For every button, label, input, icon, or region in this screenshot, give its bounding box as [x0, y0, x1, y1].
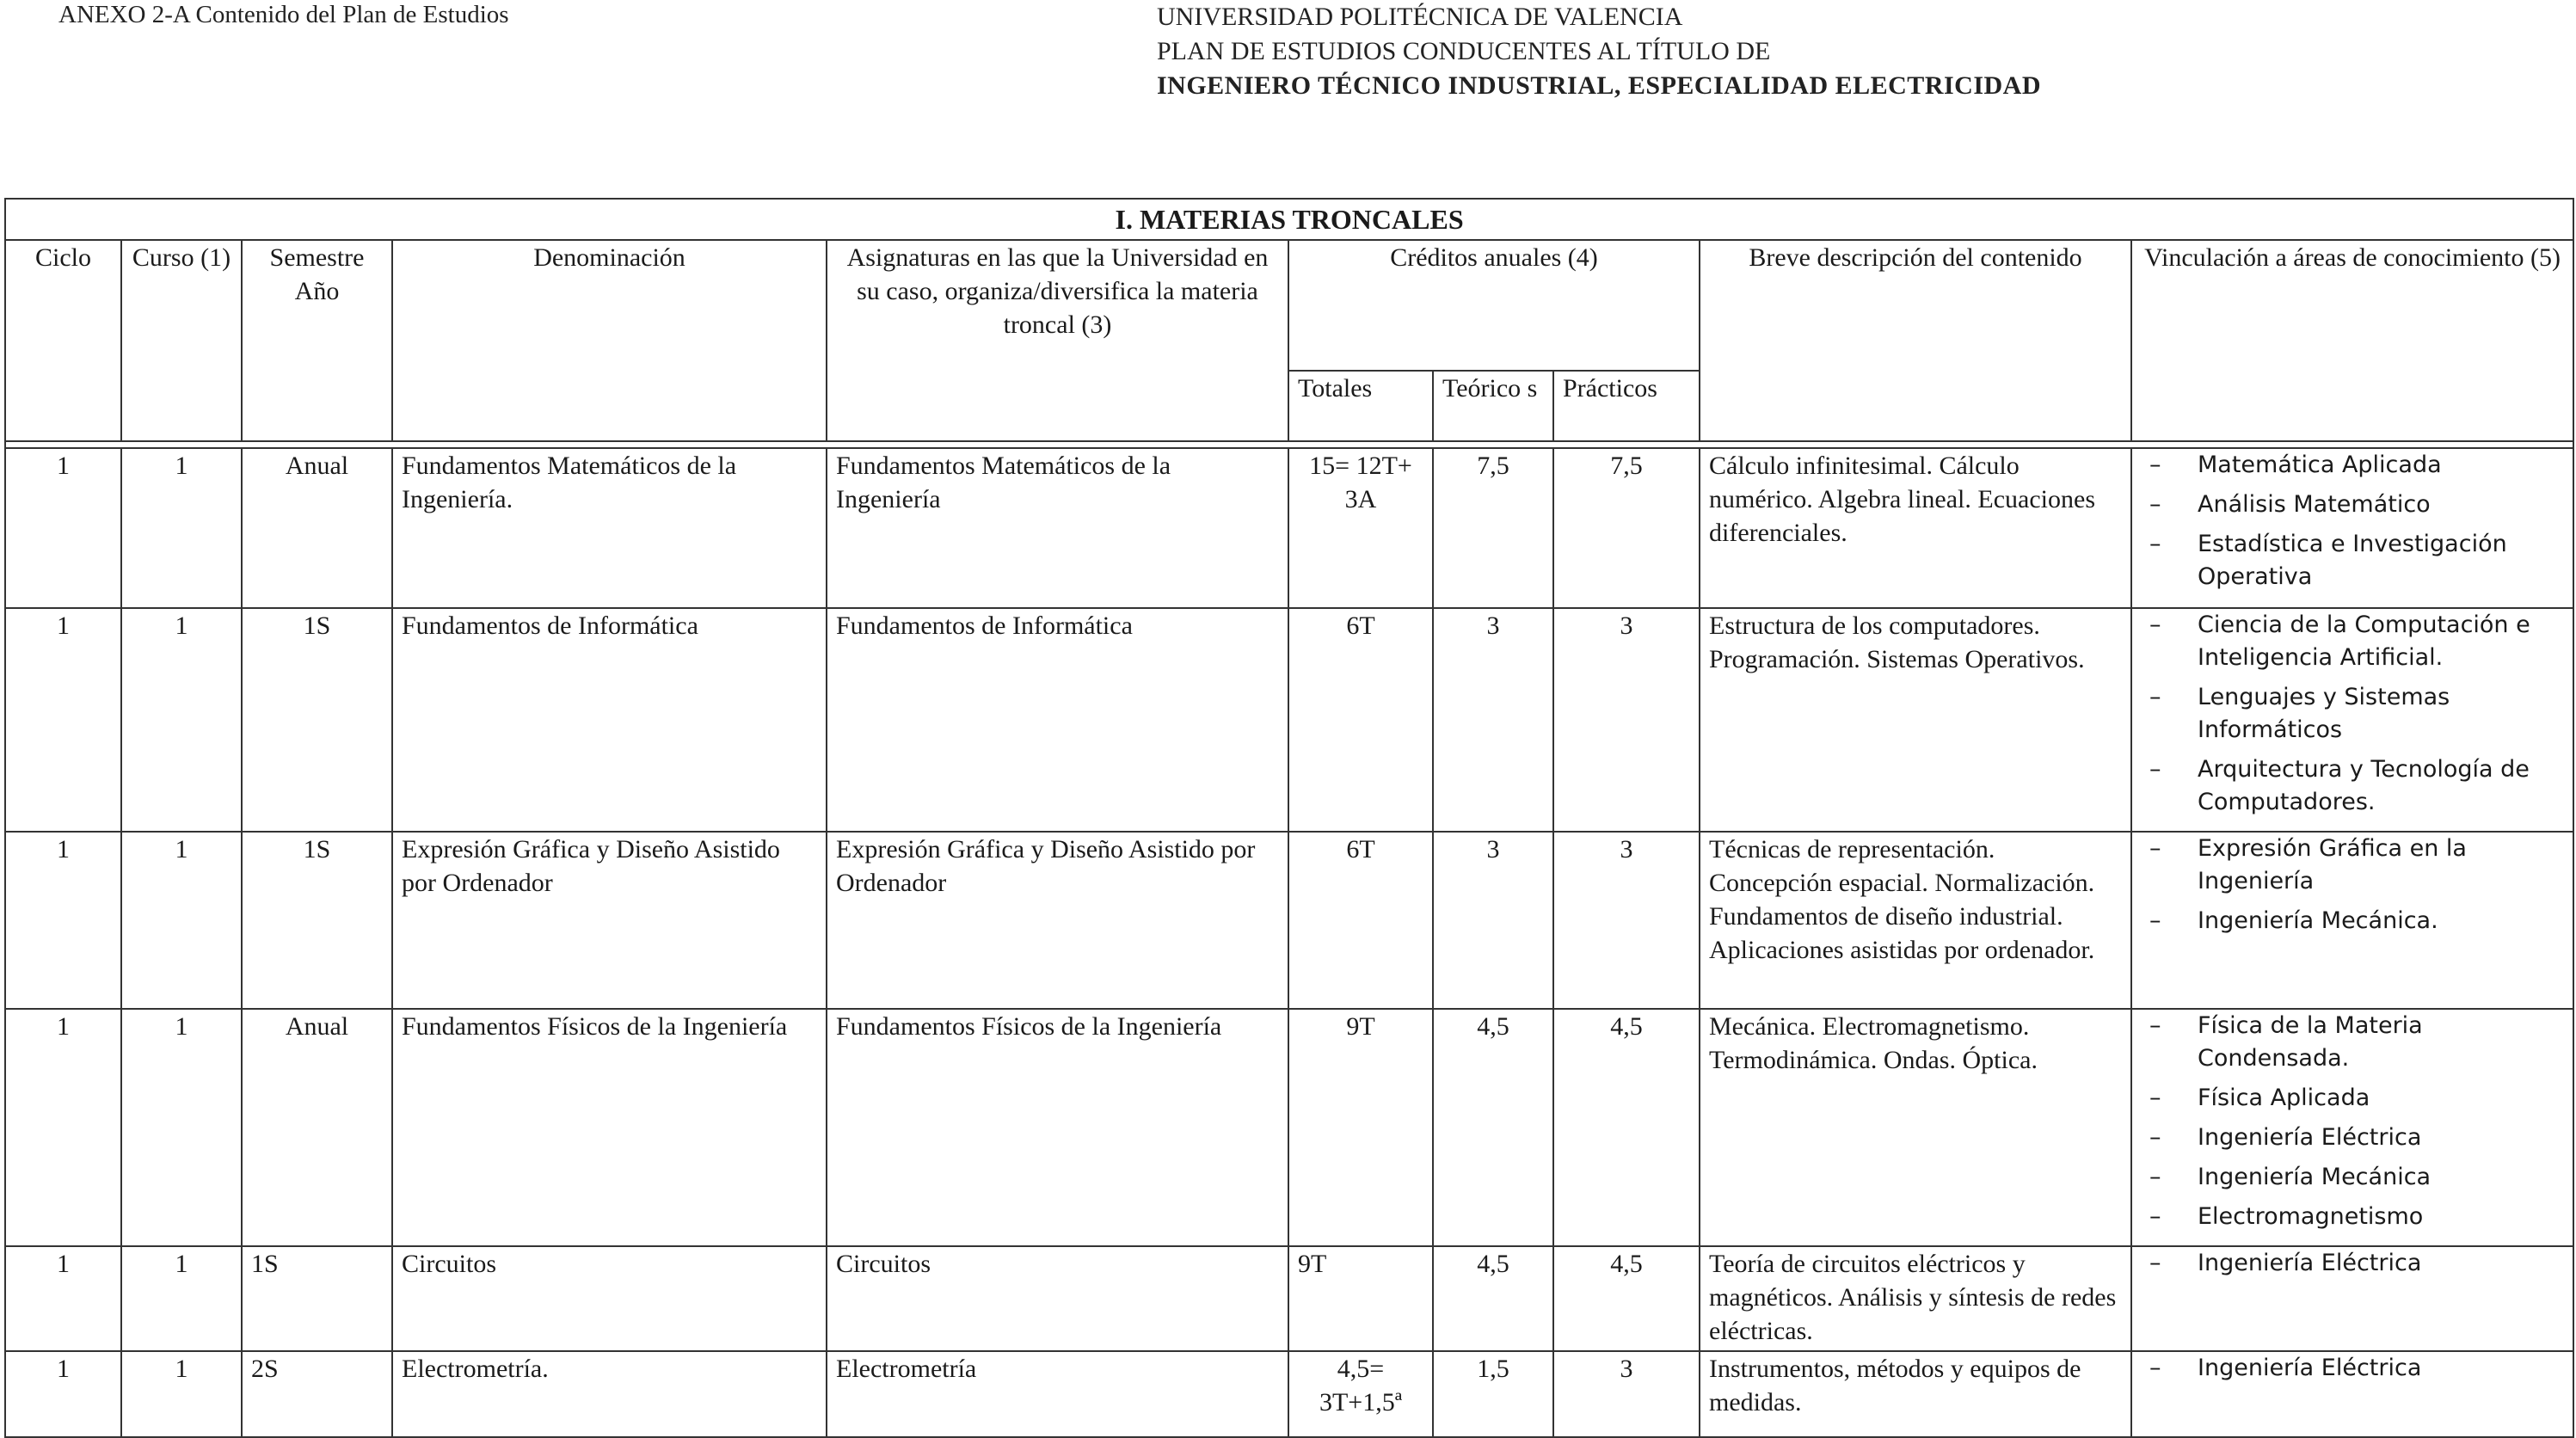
cell-descripcion: Técnicas de representación. Concepción espacial. Normalización. Fundamentos de diseño industrial. Aplicaciones asistidas por ordenador.: [1700, 832, 2131, 1009]
cell-ciclo: 1: [5, 832, 121, 1009]
cell-asignatura: Electrometría: [827, 1351, 1288, 1437]
cell-curso: 1: [121, 1009, 242, 1246]
col-vinculacion: Vinculación a áreas de conocimiento (5): [2131, 240, 2573, 441]
cell-ciclo: 1: [5, 608, 121, 832]
cell-areas: [2131, 608, 2573, 832]
cell-descripcion: Estructura de los computadores. Programación. Sistemas Operativos.: [1700, 608, 2131, 832]
cell-practicos: 3: [1553, 1351, 1700, 1437]
area-item: [2141, 833, 2564, 898]
area-item: [2141, 1161, 2564, 1194]
col-curso: Curso (1): [121, 240, 242, 441]
cell-descripcion: Teoría de circuitos eléctricos y magnéticos. Análisis y síntesis de redes eléctricas.: [1700, 1246, 2131, 1351]
areas-list: [2141, 833, 2564, 937]
document-heading: [1157, 0, 2041, 103]
area-label: Física de la Materia Condensada.: [2198, 1012, 2423, 1072]
table-body: [5, 448, 2573, 1437]
area-label: Ingeniería Eléctrica: [2198, 1355, 2422, 1381]
cell-areas: [2131, 1351, 2573, 1437]
col-semestre: Semestre Año: [242, 240, 392, 441]
cell-totales: 6T: [1288, 608, 1433, 832]
col-totales: Totales: [1288, 371, 1433, 441]
cell-descripcion: Mecánica. Electromagnetismo. Termodinámica. Ondas. Óptica.: [1700, 1009, 2131, 1246]
cell-curso: 1: [121, 1351, 242, 1437]
materias-troncales-table: [4, 198, 2574, 1438]
areas-list: [2141, 1010, 2564, 1233]
col-descripcion: Breve descripción del contenido: [1700, 240, 2131, 441]
table-row: [5, 608, 2573, 832]
list-dash-marker: –: [2149, 835, 2161, 862]
header-separator: [5, 441, 2573, 448]
cell-teoricos: 3: [1433, 832, 1553, 1009]
area-item: [2141, 528, 2564, 593]
cell-denominacion: Fundamentos de Informática: [392, 608, 827, 832]
cell-practicos: 3: [1553, 608, 1700, 832]
areas-list: [2141, 1247, 2564, 1280]
list-dash-marker: –: [2149, 1164, 2161, 1190]
area-item: [2141, 1082, 2564, 1115]
annex-title: ANEXO 2-A Contenido del Plan de Estudios: [58, 1, 509, 28]
list-dash-marker: –: [2149, 1355, 2161, 1381]
area-item: [2141, 681, 2564, 747]
list-dash-marker: –: [2149, 907, 2161, 934]
area-label: Ingeniería Mecánica.: [2198, 907, 2438, 934]
cell-descripcion: Instrumentos, métodos y equipos de medidas.: [1700, 1351, 2131, 1437]
list-dash-marker: –: [2149, 531, 2161, 557]
col-practicos: Prácticos: [1553, 371, 1700, 441]
cell-areas: [2131, 1246, 2573, 1351]
cell-teoricos: 3: [1433, 608, 1553, 832]
cell-ciclo: 1: [5, 448, 121, 608]
cell-practicos: 4,5: [1553, 1246, 1700, 1351]
area-item: [2141, 1122, 2564, 1154]
cell-ciclo: 1: [5, 1351, 121, 1437]
list-dash-marker: –: [2149, 452, 2161, 478]
cell-practicos: 4,5: [1553, 1009, 1700, 1246]
areas-list: [2141, 609, 2564, 819]
table-row: [5, 1009, 2573, 1246]
cell-curso: 1: [121, 608, 242, 832]
plan-title: PLAN DE ESTUDIOS CONDUCENTES AL TÍTULO DE: [1157, 37, 1771, 65]
table-row: [5, 1351, 2573, 1437]
cell-ciclo: 1: [5, 1246, 121, 1351]
area-item: [2141, 489, 2564, 521]
area-item: [2141, 1247, 2564, 1280]
col-teoricos: Teórico s: [1433, 371, 1553, 441]
list-dash-marker: –: [2149, 684, 2161, 710]
cell-teoricos: 1,5: [1433, 1351, 1553, 1437]
list-dash-marker: –: [2149, 1250, 2161, 1276]
list-dash-marker: –: [2149, 611, 2161, 638]
cell-teoricos: 7,5: [1433, 448, 1553, 608]
cell-teoricos: 4,5: [1433, 1246, 1553, 1351]
area-label: Física Aplicada: [2198, 1085, 2370, 1111]
area-label: Arquitectura y Tecnología de Computadores.: [2198, 756, 2530, 815]
cell-curso: 1: [121, 1246, 242, 1351]
table-row: [5, 448, 2573, 608]
cell-semestre: 1S: [242, 1246, 392, 1351]
list-dash-marker: –: [2149, 756, 2161, 783]
cell-denominacion: Expresión Gráfica y Diseño Asistido por Ordenador: [392, 832, 827, 1009]
cell-curso: 1: [121, 448, 242, 608]
cell-teoricos: 4,5: [1433, 1009, 1553, 1246]
cell-asignatura: Fundamentos de Informática: [827, 608, 1288, 832]
cell-denominacion: Electrometría.: [392, 1351, 827, 1437]
cell-areas: [2131, 448, 2573, 608]
area-label: Matemática Aplicada: [2198, 452, 2442, 478]
area-label: Ciencia de la Computación e Inteligencia Artificial.: [2198, 611, 2530, 671]
cell-asignatura: Circuitos: [827, 1246, 1288, 1351]
cell-denominacion: Fundamentos Físicos de la Ingeniería: [392, 1009, 827, 1246]
table-row: [5, 1246, 2573, 1351]
area-label: Ingeniería Eléctrica: [2198, 1250, 2422, 1276]
area-label: Electromagnetismo: [2198, 1203, 2424, 1230]
cell-semestre: 1S: [242, 832, 392, 1009]
table-row: [5, 832, 2573, 1009]
cell-descripcion: Cálculo infinitesimal. Cálculo numérico. Algebra lineal. Ecuaciones diferenciales.: [1700, 448, 2131, 608]
area-item: [2141, 905, 2564, 937]
col-creditos: Créditos anuales (4): [1288, 240, 1700, 371]
area-label: Ingeniería Mecánica: [2198, 1164, 2432, 1190]
cell-denominacion: Fundamentos Matemáticos de la Ingeniería.: [392, 448, 827, 608]
area-item: [2141, 1201, 2564, 1233]
col-asignaturas: Asignaturas en las que la Universidad en su caso, organiza/diversifica la materia troncal (3): [827, 240, 1288, 441]
cell-areas: [2131, 1009, 2573, 1246]
cell-asignatura: Fundamentos Físicos de la Ingeniería: [827, 1009, 1288, 1246]
area-label: Ingeniería Eléctrica: [2198, 1124, 2422, 1151]
cell-semestre: 1S: [242, 608, 392, 832]
areas-list: [2141, 1352, 2564, 1385]
cell-practicos: 3: [1553, 832, 1700, 1009]
cell-totales: 4,5= 3T+1,5ª: [1288, 1351, 1433, 1437]
cell-practicos: 7,5: [1553, 448, 1700, 608]
cell-curso: 1: [121, 832, 242, 1009]
list-dash-marker: –: [2149, 1124, 2161, 1151]
area-label: Estadística e Investigación Operativa: [2198, 531, 2507, 590]
area-item: [2141, 1352, 2564, 1385]
cell-totales: 15= 12T+ 3A: [1288, 448, 1433, 608]
university-name: UNIVERSIDAD POLITÉCNICA DE VALENCIA: [1157, 3, 1683, 31]
areas-list: [2141, 449, 2564, 593]
area-item: [2141, 753, 2564, 819]
area-label: Expresión Gráfica en la Ingeniería: [2198, 835, 2467, 894]
cell-totales: 9T: [1288, 1246, 1433, 1351]
cell-ciclo: 1: [5, 1009, 121, 1246]
cell-asignatura: Fundamentos Matemáticos de la Ingeniería: [827, 448, 1288, 608]
area-item: [2141, 449, 2564, 482]
list-dash-marker: –: [2149, 491, 2161, 518]
col-denominacion: Denominación: [392, 240, 827, 441]
cell-totales: 9T: [1288, 1009, 1433, 1246]
cell-areas: [2131, 832, 2573, 1009]
degree-title: INGENIERO TÉCNICO INDUSTRIAL, ESPECIALIDAD ELECTRICIDAD: [1157, 71, 2041, 100]
area-item: [2141, 1010, 2564, 1075]
table-title: I. MATERIAS TRONCALES: [5, 199, 2573, 240]
cell-semestre: Anual: [242, 448, 392, 608]
area-label: Lenguajes y Sistemas Informáticos: [2198, 684, 2450, 743]
list-dash-marker: –: [2149, 1085, 2161, 1111]
cell-asignatura: Expresión Gráfica y Diseño Asistido por Ordenador: [827, 832, 1288, 1009]
cell-denominacion: Circuitos: [392, 1246, 827, 1351]
cell-semestre: Anual: [242, 1009, 392, 1246]
area-item: [2141, 609, 2564, 674]
cell-totales: 6T: [1288, 832, 1433, 1009]
list-dash-marker: –: [2149, 1012, 2161, 1039]
col-ciclo: Ciclo: [5, 240, 121, 441]
area-label: Análisis Matemático: [2198, 491, 2431, 518]
cell-semestre: 2S: [242, 1351, 392, 1437]
list-dash-marker: –: [2149, 1203, 2161, 1230]
